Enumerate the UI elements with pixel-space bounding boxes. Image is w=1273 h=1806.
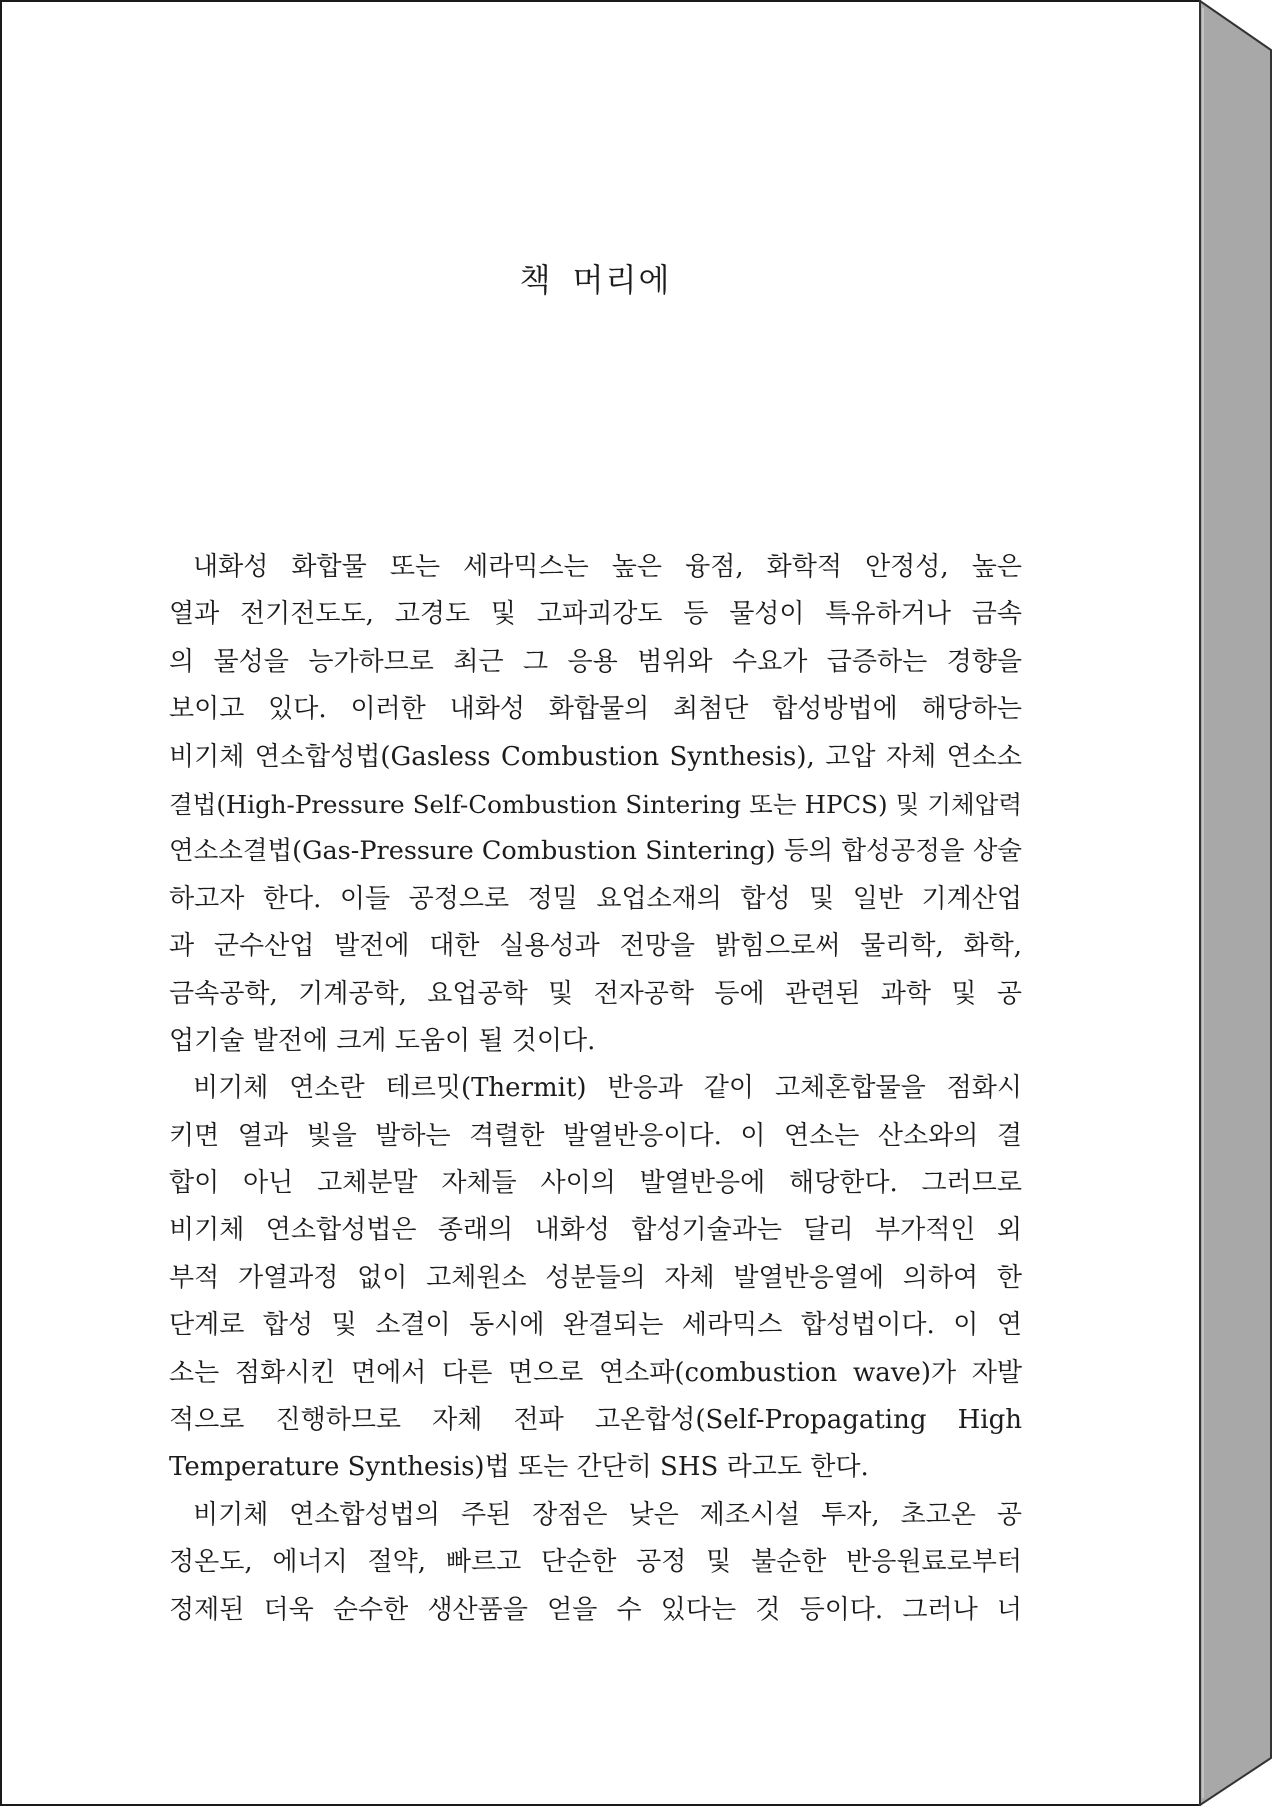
text-line: 합이 아닌 고체분말 자체들 사이의 발열반응에 해당한다. 그러므로 (169, 1168, 1022, 1199)
text-line: 비기체 연소합성법(Gasless Combustion Synthesis), 고압 자체 연소소 (169, 741, 1022, 772)
text-line: 단계로 합성 및 소결이 동시에 완결되는 세라믹스 합성법이다. 이 연 (169, 1310, 1022, 1341)
text-line: 부적 가열과정 없이 고체원소 성분들의 자체 발열반응열에 의하여 한 (169, 1262, 1022, 1293)
text-line: 과 군수산업 발전에 대한 실용성과 전망을 밝힘으로써 물리학, 화학, (169, 931, 1022, 962)
text-line: 적으로 진행하므로 자체 전파 고온합성(Self-Propagating High (169, 1405, 1022, 1436)
paragraph (169, 1065, 1022, 1492)
chapter-title: 책 머리에 (519, 261, 672, 299)
text-line: 결법(High-Pressure Self-Combustion Sintering 또는 HPCS) 및 기체압력 (169, 789, 1022, 819)
text-line: 업기술 발전에 크게 도움이 될 것이다. (169, 1025, 596, 1056)
text-line: 의 물성을 능가하므로 최근 그 응용 범위와 수요가 급증하는 경향을 (169, 646, 1022, 677)
text-line: 키면 열과 빛을 발하는 격렬한 발열반응이다. 이 연소는 산소와의 결 (169, 1120, 1022, 1151)
text-line: 정온도, 에너지 절약, 빠르고 단순한 공정 및 불순한 반응원료로부터 (169, 1547, 1022, 1578)
body-text (169, 544, 1022, 1634)
text-line: 금속공학, 기계공학, 요업공학 및 전자공학 등에 관련된 과학 및 공 (169, 978, 1022, 1009)
paragraph (169, 1492, 1022, 1634)
text-line: 소는 점화시킨 면에서 다른 면으로 연소파(combustion wave)가 자발 (169, 1357, 1022, 1388)
text-line: Temperature Synthesis)법 또는 간단히 SHS 라고도 한다. (169, 1452, 869, 1483)
book-edge (1200, 1, 1271, 1805)
text-line: 하고자 한다. 이들 공정으로 정밀 요업소재의 합성 및 일반 기계산업 (169, 883, 1022, 914)
text-line: 비기체 연소란 테르밋(Thermit) 반응과 같이 고체혼합물을 점화시 (193, 1073, 1022, 1104)
text-line: 열과 전기전도도, 고경도 및 고파괴강도 등 물성이 특유하거나 금속 (169, 599, 1022, 630)
text-line: 연소소결법(Gas-Pressure Combustion Sintering) 등의 합성공정을 상술 (169, 836, 1022, 867)
text-line: 비기체 연소합성법의 주된 장점은 낮은 제조시설 투자, 초고온 공 (193, 1499, 1022, 1530)
text-line: 비기체 연소합성법은 종래의 내화성 합성기술과는 달리 부가적인 외 (169, 1215, 1022, 1246)
text-line: 정제된 더욱 순수한 생산품을 얻을 수 있다는 것 등이다. 그러나 너 (169, 1594, 1022, 1625)
paragraph (169, 544, 1022, 1065)
text-line: 보이고 있다. 이러한 내화성 화합물의 최첨단 합성방법에 해당하는 (169, 694, 1022, 725)
text-line: 내화성 화합물 또는 세라믹스는 높은 융점, 화학적 안정성, 높은 (193, 552, 1022, 582)
